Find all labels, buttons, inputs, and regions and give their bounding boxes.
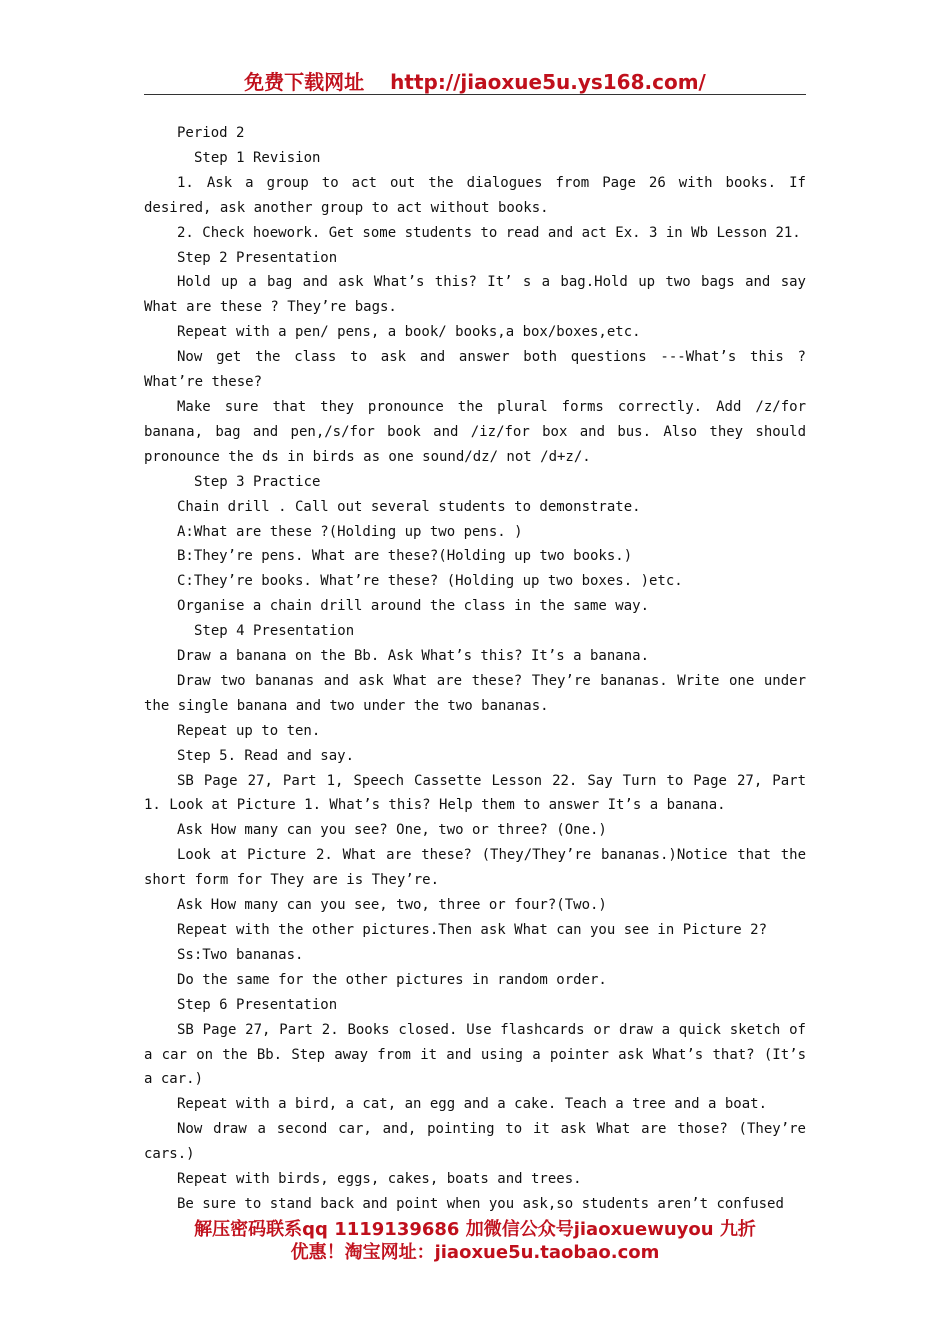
paragraph: Step 5. Read and say. <box>177 747 355 764</box>
paragraph: Chain drill . Call out several students to demonstrate. <box>177 498 641 515</box>
paragraph: Make sure that they pronounce the plural forms correctly. Add /z/for banana, bag and pen,/s/for book and /iz/for box and bus. Also they should pronounce the ds in birds as one sound/dz/ not /d+z/. <box>144 398 806 465</box>
header-url-link[interactable]: http://jiaoxue5u.ys168.com/ <box>390 70 706 94</box>
paragraph: Ask How many can you see? One, two or three? (One.) <box>177 822 607 839</box>
paragraph: 2. Check hoework. Get some students to read and act Ex. 3 in Wb Lesson 21. <box>177 224 801 241</box>
paragraph: Do the same for the other pictures in random order. <box>177 971 607 988</box>
paragraph: C:They’re books. What’re these? (Holding up two boxes. )etc. <box>177 573 683 590</box>
paragraph: Ss:Two bananas. <box>177 946 304 963</box>
document-body <box>144 121 806 1217</box>
paragraph: Period 2 <box>177 125 245 141</box>
paragraph: Now get the class to ask and answer both questions ---What’s this ? What’re these? <box>144 349 806 391</box>
paragraph: Repeat with the other pictures.Then ask What can you see in Picture 2? <box>177 922 768 938</box>
paragraph: Repeat with a bird, a cat, an egg and a cake. Teach a tree and a boat. <box>177 1096 768 1113</box>
page-header <box>144 66 806 95</box>
paragraph: Step 4 Presentation <box>194 623 355 640</box>
paragraph: 1. Ask a group to act out the dialogues from Page 26 with books. If desired, ask another group to act without books. <box>144 174 806 216</box>
paragraph: Draw two bananas and ask What are these? They’re bananas. Write one under the single banana and two under the two bananas. <box>144 672 806 714</box>
header-label: 免费下载网址 <box>244 70 365 94</box>
paragraph: Be sure to stand back and point when you ask,so students aren’t confused <box>177 1195 784 1212</box>
paragraph: A:What are these ?(Holding up two pens. ) <box>177 523 523 540</box>
paragraph: Organise a chain drill around the class in the same way. <box>177 598 650 615</box>
paragraph: Hold up a bag and ask What’s this? It’ s a bag.Hold up two bags and say What are these ? They’re bags. <box>144 274 806 316</box>
paragraph: Repeat with birds, eggs, cakes, boats and trees. <box>177 1171 582 1188</box>
paragraph: Look at Picture 2. What are these? (They/They’re bananas.)Notice that the short form for They are is They’re. <box>144 847 806 889</box>
paragraph: SB Page 27, Part 1, Speech Cassette Lesson 22. Say Turn to Page 27, Part 1. Look at Picture 1. What’s this? Help them to answer It’s a banana. <box>144 772 806 814</box>
paragraph: Step 2 Presentation <box>177 249 338 266</box>
paragraph: Step 3 Practice <box>194 473 321 490</box>
footer-line-2: 优惠！淘宝网址：jiaoxue5u.taobao.com <box>290 1242 660 1263</box>
header-divider <box>144 94 806 95</box>
footer-line-1: 解压密码联系qq 1119139686 加微信公众号jiaoxuewuyou 九折 <box>194 1219 756 1240</box>
paragraph: Step 6 Presentation <box>177 996 338 1013</box>
paragraph: Step 1 Revision <box>194 149 321 166</box>
paragraph: Repeat with a pen/ pens, a book/ books,a box/boxes,etc. <box>177 324 641 341</box>
paragraph: Draw a banana on the Bb. Ask What’s this? It’s a banana. <box>177 648 650 665</box>
paragraph: Ask How many can you see, two, three or four?(Two.) <box>177 897 607 914</box>
paragraph: B:They’re pens. What are these?(Holding up two books.) <box>177 548 633 565</box>
paragraph: Now draw a second car, and, pointing to it ask What are those? (They’re cars.) <box>144 1121 806 1163</box>
page-footer <box>130 1218 820 1264</box>
paragraph: SB Page 27, Part 2. Books closed. Use flashcards or draw a quick sketch of a car on the Bb. Step away from it and using a pointer ask What’s that? (It’s a car.) <box>144 1021 806 1088</box>
paragraph: Repeat up to ten. <box>177 722 321 739</box>
